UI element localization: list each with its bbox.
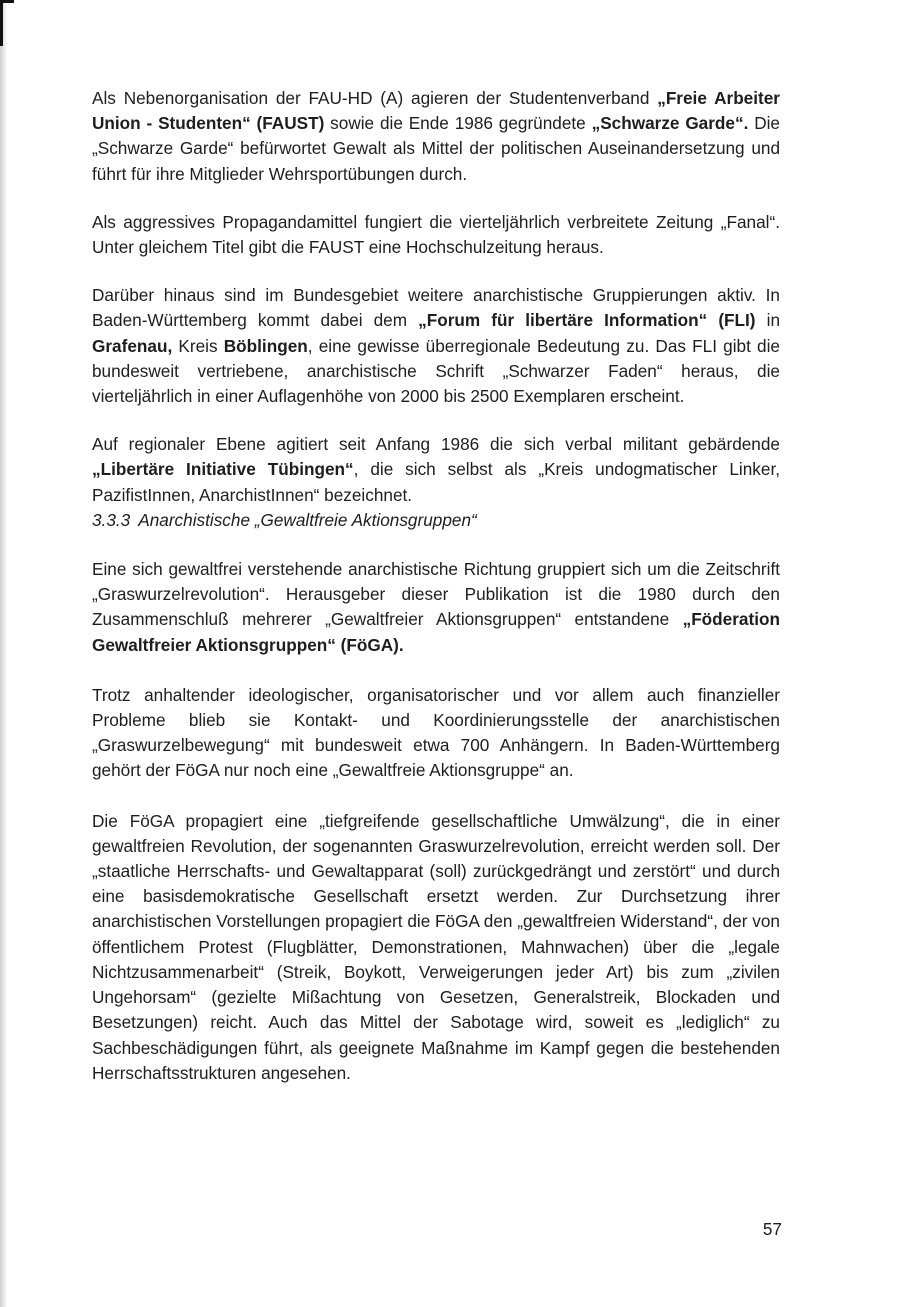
text-run: Eine sich gewaltfrei verstehende anarchistische Richtung gruppiert sich um die Zeitschrift „Graswurzelrevolution“. Herausgeber dieser Publikation ist die 1980 durch den Zusammenschluß mehrerer „Gewaltfreier Aktionsgruppen“ entstandene: [92, 559, 780, 630]
section-heading: [92, 508, 780, 533]
section-number: 3.3.3: [92, 509, 131, 530]
page-body: [92, 86, 780, 1086]
text-run: Als aggressives Propagandamittel fungiert die vierteljährlich verbreitete Zeitung „Fanal“. Unter gleichem Titel gibt die FAUST eine Hochschulzeitung heraus.: [92, 211, 780, 258]
text-run: Als Nebenorganisation der FAU-HD (A) agieren der Studentenverband: [92, 88, 658, 108]
text-run: Darüber hinaus sind im Bundesgebiet weitere anarchistische Gruppierungen aktiv. In Baden-Württemberg kommt dabei dem: [92, 285, 780, 331]
text-run: Trotz anhaltender ideologischer, organisatorischer und vor allem auch finanzieller Probleme blieb sie Kontakt- und Koordinierungsstelle der anarchistischen „Graswurzelbewegung“ mit bundesweit etwa 700 Anhängern. In Baden-Württemberg gehört der FöGA nur noch eine „Gewaltfreie Aktionsgruppe“ an.: [92, 684, 780, 781]
text-run: , eine gewisse überregionale Bedeutung zu. Das FLI gibt die bundesweit vertriebene, anarchistische Schrift „Schwarzer Faden“ heraus, die vierteljährlich in einer Auflagenhöhe von 2000 bis 2500 Exemplaren erscheint.: [92, 335, 780, 407]
text-run: Die „Schwarze Garde“ befürwortet Gewalt als Mittel der politischen Auseinandersetzung und führt für ihre Mitglieder Wehrsportübungen durch.: [92, 113, 780, 184]
paragraph-widerstand: [92, 809, 780, 1086]
paragraph-fli: [92, 283, 780, 409]
scan-corner-mark: [0, 0, 14, 46]
paragraph-graswurzel: [92, 557, 780, 658]
paragraph-faust: [92, 86, 780, 187]
text-run: Die FöGA propagiert eine „tiefgreifende gesellschaftliche Umwälzung“, die in einer gewaltfreien Revolution, der sogenannten Graswurzelrevolution, erreicht werden soll. Der „staatliche Herrschafts- und Gewaltapparat (soll) zurückgedrängt und zerstört“ und durch eine basisdemokratische Gesellschaft ersetzt werden. Zur Durchsetzung ihrer anarchistischen Vorstellungen propagiert die FöGA den „gewaltfreien Widerstand“, der von öffentlichem Protest (Flugblätter, Demonstrationen, Mahnwachen) über die „legale Nichtzusammenarbeit“ (Streik, Boykott, Verweigerungen jeder Art) bis zum „zivilen Ungehorsam“ (gezielte Mißachtung von Gesetzen, Generalstreik, Blockaden und Besetzungen) reicht. Auch das Mittel der Sabotage wird, soweit es „lediglich“ zu Sachbeschädigungen führt, als geeignete Maßnahme im Kampf gegen die bestehenden Herrschaftsstrukturen angesehen.: [92, 810, 780, 1083]
paragraph-tuebingen: [92, 432, 780, 508]
section-title: Anarchistische „Gewaltfreie Aktionsgruppen“: [138, 509, 477, 530]
org-name-libertaere-initiative: „Libertäre Initiative Tübingen“: [92, 459, 354, 480]
place-name-grafenau: Grafenau,: [92, 335, 173, 356]
place-name-boeblingen: Böblingen: [223, 335, 308, 356]
text-run: Kreis: [172, 335, 224, 356]
org-name-faust: „Freie Arbeiter Union - Studenten“ (FAUST): [92, 88, 780, 134]
org-name-fli: „Forum für libertäre Information“ (FLI): [418, 310, 756, 331]
page-number: 57: [762, 1219, 782, 1239]
org-name-foega: „Föderation Gewaltfreier Aktionsgruppen“ (FöGA).: [92, 609, 780, 655]
text-run: in: [755, 310, 780, 331]
paragraph-kontaktstelle: [92, 683, 780, 784]
text-run: sowie die Ende 1986 gegründete: [324, 113, 592, 134]
text-run: Auf regionaler Ebene agitiert seit Anfang 1986 die sich verbal militant gebärdende: [92, 434, 780, 455]
paragraph-fanal: [92, 210, 780, 260]
text-run: , die sich selbst als „Kreis undogmatischer Linker, PazifistInnen, AnarchistInnen“ bezeichnet.: [92, 459, 780, 505]
scan-edge-shadow: [0, 0, 7, 1307]
org-name-schwarze-garde: „Schwarze Garde“.: [591, 113, 749, 134]
